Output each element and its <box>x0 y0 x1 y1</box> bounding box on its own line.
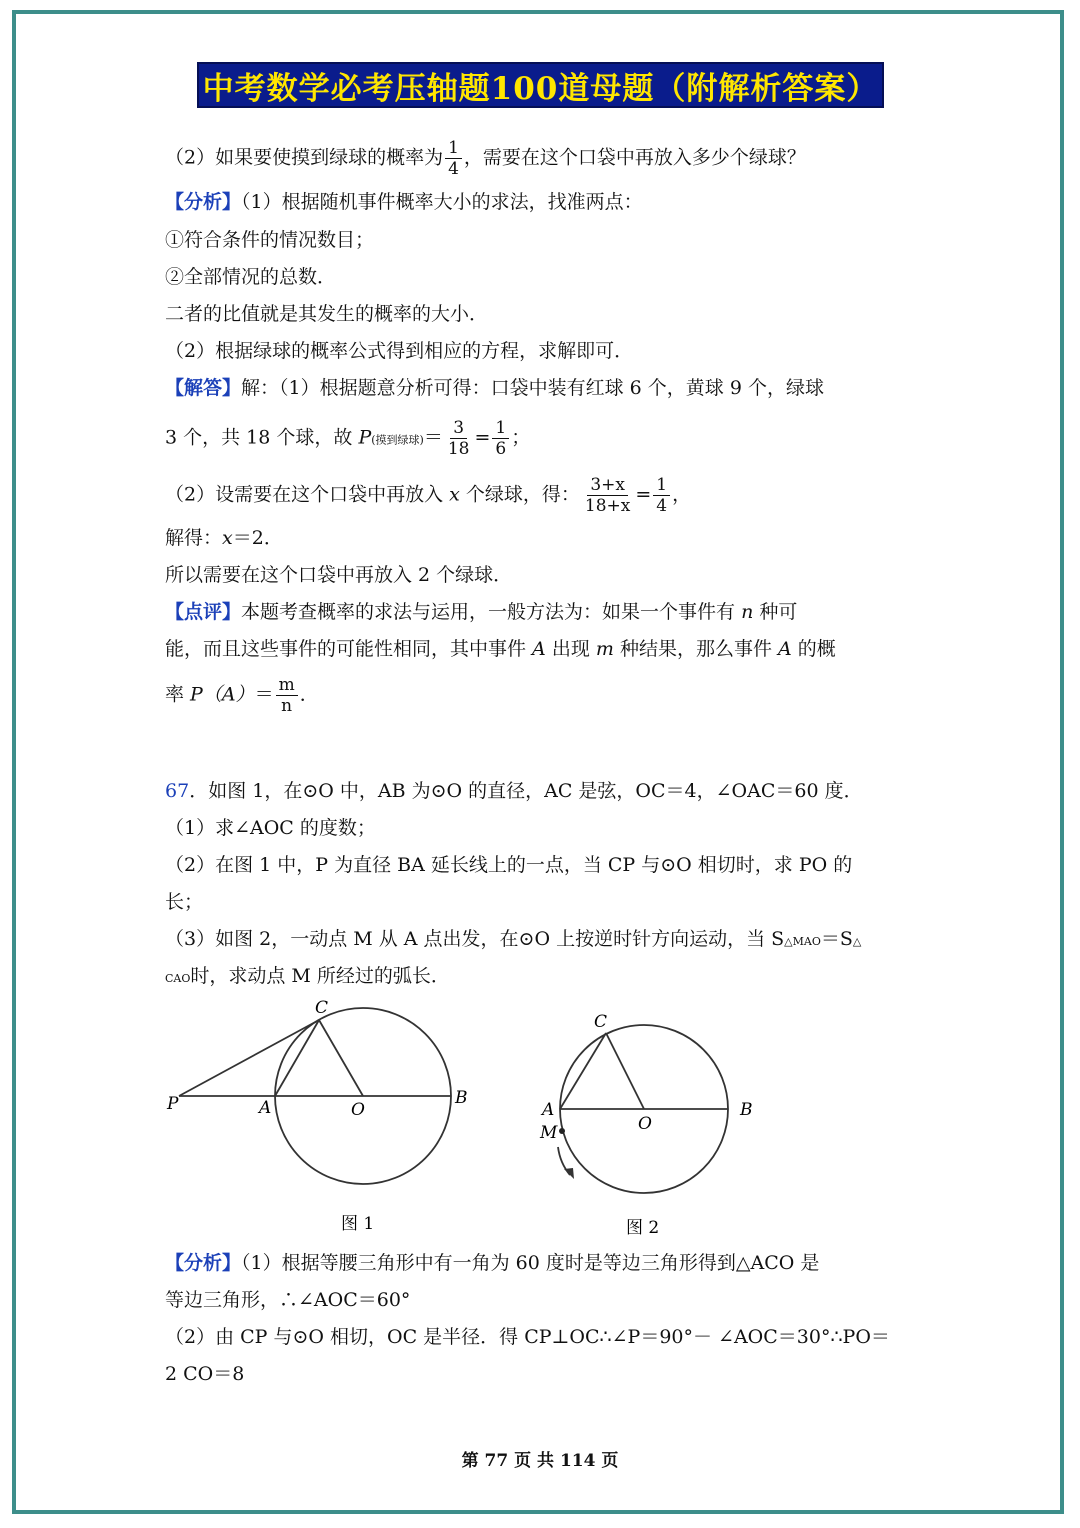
figure-2-caption: 图 2 <box>626 1218 660 1238</box>
label-o: O <box>351 1100 365 1120</box>
text-line-probability: 3 个，共 18 个球，故 P(摸到绿球)＝ $\frac{3}{18}$ = $\frac{1}{6}$ ； <box>165 418 531 459</box>
text-line-q67-part-1: （1）求∠AOC 的度数； <box>165 817 376 839</box>
label-m: M <box>540 1123 558 1143</box>
comment-tag: 【点评】 <box>165 601 242 623</box>
label-c: C <box>594 1012 608 1032</box>
text-line-comment: 【点评】本题考查概率的求法与运用，一般方法为：如果一个事件有 n 种可 <box>165 601 798 623</box>
text-line-formula: 率 P（A）＝ $\frac{m}{n}$ ． <box>165 675 319 716</box>
text-line-q67-part-2b: 长； <box>165 891 204 913</box>
text-line-q67-part-3b: CAO时，求动点 M 所经过的弧长． <box>165 965 450 987</box>
text-line-q67-part-2: （2）在图 1 中，P 为直径 BA 延长线上的一点，当 CP 与⊙O 相切时，求 PO 的 <box>165 854 853 876</box>
text-line-point-2: ②全部情况的总数． <box>165 266 337 288</box>
label-b: B <box>740 1100 753 1120</box>
text-line-result: 解得：x＝2． <box>165 527 283 549</box>
figure-2 <box>530 1005 780 1245</box>
text-line-solution: 【解答】解：（1）根据题意分析可得：口袋中装有红球 6 个，黄球 9 个，绿球 <box>165 377 824 399</box>
question-number: 67 <box>165 780 190 802</box>
fraction-one-quarter: $\frac{1}{4}$ <box>445 138 462 179</box>
analysis-tag: 【分析】 <box>165 191 242 213</box>
figure-1 <box>155 985 495 1240</box>
label-a: A <box>259 1098 272 1118</box>
text-line-answer-3: （2）由 CP 与⊙O 相切，OC 是半径．得 CP⊥OC∴∠P＝90°－ ∠AOC＝30°∴PO＝ <box>165 1326 890 1348</box>
radius-oc <box>606 1033 644 1109</box>
label-o: O <box>638 1114 652 1134</box>
page-title: 中考数学必考压轴题100道母题（附解析答案） <box>202 70 879 107</box>
text-line-conclusion: 所以需要在这个口袋中再放入 2 个绿球． <box>165 564 513 586</box>
text-line-comment-2: 能，而且这些事件的可能性相同，其中事件 A 出现 m 种结果，那么事件 A 的概 <box>165 638 836 660</box>
page-footer: 第 77 页 共 114 页 <box>461 1451 619 1471</box>
text-line-answer-4: 2 CO＝8 <box>165 1363 245 1385</box>
text-line-point-1: ①符合条件的情况数目； <box>165 229 375 251</box>
text-line-analysis: 【分析】（1）根据随机事件概率大小的求法，找准两点： <box>165 191 643 213</box>
solution-tag: 【解答】 <box>165 377 242 399</box>
title-banner <box>197 62 884 108</box>
arrow-head <box>564 1168 574 1179</box>
label-p: P <box>167 1094 179 1114</box>
text-line-ratio: 二者的比值就是其发生的概率的大小． <box>165 303 489 325</box>
text-line-analysis-2: （2）根据绿球的概率公式得到相应的方程，求解即可． <box>165 340 634 362</box>
label-a: A <box>542 1100 555 1120</box>
analysis-tag-2: 【分析】 <box>165 1252 242 1274</box>
figure-1-caption: 图 1 <box>341 1214 375 1234</box>
text-line-answer-analysis: 【分析】（1）根据等腰三角形中有一角为 60 度时是等边三角形得到△ACO 是 <box>165 1252 820 1274</box>
text-line-question-2: （2）如果要使摸到绿球的概率为 $\frac{1}{4}$ ，需要在这个口袋中再放入多少个绿球？ <box>165 138 806 179</box>
text-line-equation: （2）设需要在这个口袋中再放入 x 个绿球，得： $\frac{3+x}{18+x}$ = $\frac{1}{4}$ ， <box>165 475 692 516</box>
label-c: C <box>315 998 329 1018</box>
text-line-question-67: 67．如图 1，在⊙O 中，AB 为⊙O 的直径，AC 是弦，OC＝4，∠OAC＝60 度． <box>165 780 863 802</box>
text-line-answer-2: 等边三角形，∴∠AOC＝60° <box>165 1289 411 1311</box>
label-b: B <box>455 1088 468 1108</box>
point-m <box>559 1128 565 1134</box>
text-line-q67-part-3: （3）如图 2，一动点 M 从 A 点出发，在⊙O 上按逆时针方向运动，当 S△MAO＝S△ <box>165 928 862 950</box>
radius-oc <box>319 1020 363 1096</box>
chord-ac <box>560 1033 606 1109</box>
